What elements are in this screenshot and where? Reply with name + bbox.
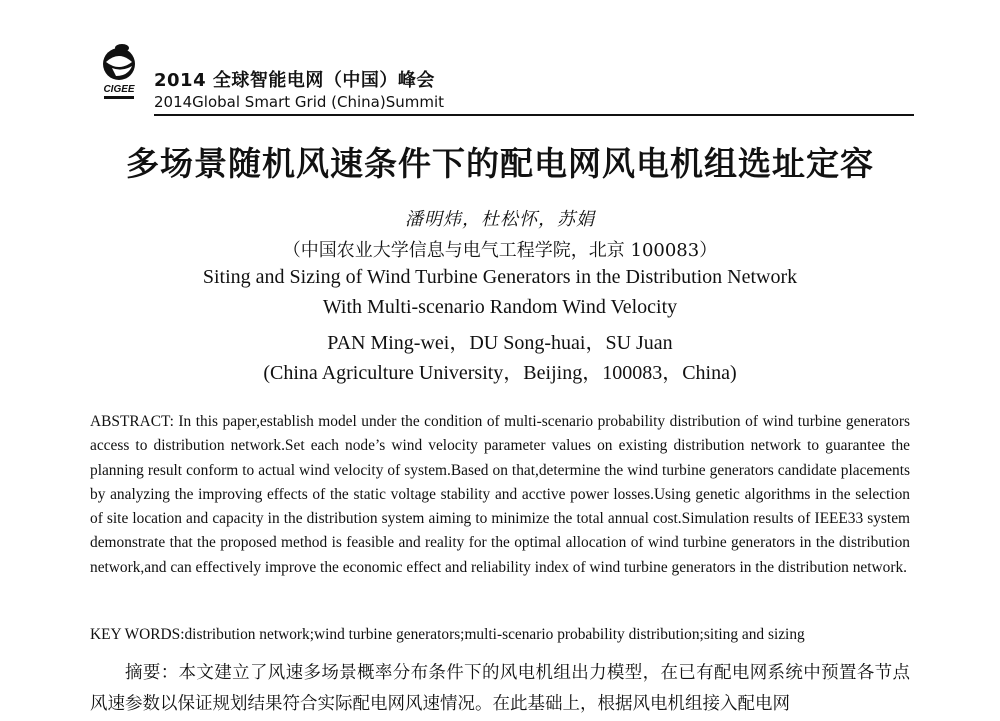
abstract-cn: 摘要：本文建立了风速多场景概率分布条件下的风电机组出力模型，在已有配电网系统中预置各节点风速参数以保证规划结果符合实际配电网风速情况。在此基础上，根据风电机组接入配电网 [90,663,910,714]
authors-en: PAN Ming-wei，DU Song-huai，SU Juan [327,332,673,354]
logo-text: CIGEE [103,84,135,95]
conference-name-cn: 2014 全球智能电网（中国）峰会 [154,70,435,91]
abstract-en: ABSTRACT: In this paper,establish model under the condition of multi-scenario probability distribution of wind turbine generators access to distribution network.Set each node’s wind velocity parameter values on existing distribution network to guarantee the planning result conform to actual wind velocity of system.Based on that,determine the wind turbine generators candidate placements by analyzing the improving effects of the static voltage stability and acctive power losses.Using genetic algorithms in the selection of site location and capacity in the distribution system aiming to minimize the total annual cost.Simulation results of IEEE33 system demonstrate that the proposed method is feasible and reality for the optimal allocation of wind turbine generators in the distribution network,and can effectively improve the economic effect and reliability index of wind turbine generators in the distribution network. [90,413,910,576]
keywords-en: KEY WORDS:distribution network;wind turbine generators;multi-scenario probability distribution;siting and sizing [90,626,805,643]
conference-name-en: 2014Global Smart Grid (China)Summit [154,93,445,111]
header-rule [154,114,914,116]
paper-title-cn: 多场景随机风速条件下的配电网风电机组选址定容 [126,144,874,183]
affiliation-cn: （中国农业大学信息与电气工程学院，北京 100083） [282,240,718,261]
authors-cn: 潘明炜，杜松怀，苏娟 [405,209,595,230]
paper-title-en-line1: Siting and Sizing of Wind Turbine Generators in the Distribution Network [202,266,798,288]
conference-header [90,38,910,118]
paper-title-en-line2: With Multi-scenario Random Wind Velocity [322,296,678,318]
conference-logo [98,42,140,104]
affiliation-en: (China Agriculture University，Beijing，100083，China) [263,362,737,384]
